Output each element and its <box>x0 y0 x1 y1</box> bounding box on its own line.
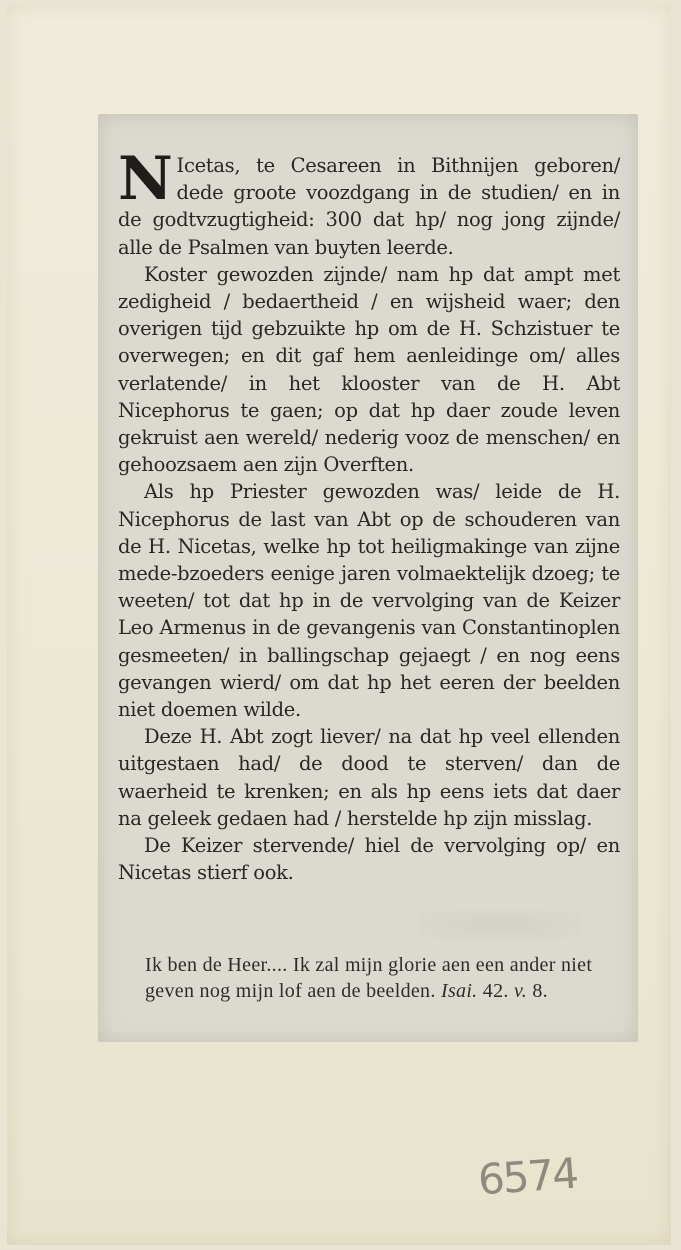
paragraph-4: Deze H. Abt zogt liever/ na dat hp veel ellenden uitgestaen had/ de dood te sterven/ dan de waerheid te krenken; en als hp eens iets dat daer na geleek gedaen had / herstelde hp zijn misslag. <box>118 725 620 830</box>
paragraph-3: Als hp Priester gewozden was/ leide de H. Nicephorus de last van Abt op de schouderen van de H. Nicetas, welke hp tot heiligmakinge van zijne mede-bzoeders eenige jaren volmaektelijk dzoeg; te weeten/ tot dat hp in de vervolging van de Keizer Leo Armenus in de gevangenis van Constantinoplen gesmeeten/ in ballingschap gejaegt / en nog eens gevangen wierd/ om dat hp het eeren der beelden niet doemen wilde. <box>118 480 620 722</box>
quote-ref-v: v. <box>514 980 528 1002</box>
paragraph-2: Koster gewozden zijnde/ nam hp dat ampt met zedigheid / bedaertheid / en wijsheid waer; den overigen tijd gebzuikte hp om de H. Schzistuer te overwegen; en dit gaf hem aenleidinge om/ alles verlatende/ in het klooster van de H. Abt Nicephorus te gaen; op dat hp daer zoude leven gekruist aen wereld/ nederig vooz de menschen/ en gehoozsaem aen zijn Overften. <box>118 262 620 477</box>
handwritten-inventory-number: 6574 <box>476 1148 579 1205</box>
scripture-quote <box>145 952 621 1004</box>
paragraph-5: De Keizer stervende/ hiel de vervolging op/ en Nicetas stierf ook. <box>118 834 620 885</box>
quote-text: Ik ben de Heer.... Ik zal mijn glorie aen een ander niet geven nog mijn lof aen de beelden. <box>145 954 593 1002</box>
main-text <box>118 144 620 886</box>
quote-ref-book: Isai. <box>440 980 478 1002</box>
drop-cap: N <box>118 144 173 214</box>
quote-ref-chapter: 42. <box>482 980 509 1002</box>
paragraph-1-text: Icetas, te Cesareen in Bithnijen geboren/ dede groote voozdgang in de studien/ en in de godtvzugtigheid: 300 dat hp/ nog jong zijnde/ alle de Psalmen van buyten leerde. <box>118 154 620 259</box>
quote-ref-verse: 8. <box>532 980 548 1002</box>
show-through-smudge <box>420 910 580 940</box>
paragraph-1 <box>118 144 620 261</box>
